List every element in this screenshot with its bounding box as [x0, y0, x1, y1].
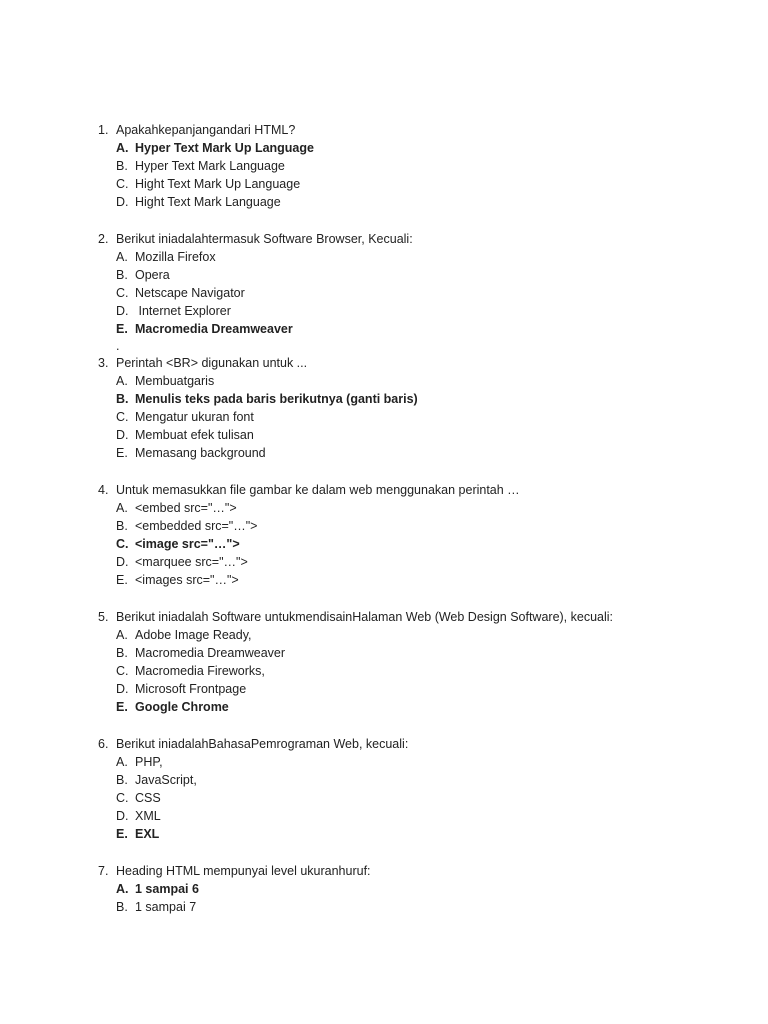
option-text: Hight Text Mark Up Language	[135, 177, 301, 191]
question-text: Berikut iniadalahBahasaPemrograman Web, kecuali:	[116, 737, 409, 751]
option-letter: E.	[116, 827, 128, 841]
option-list	[98, 499, 738, 589]
option	[116, 499, 738, 517]
option-text: Macromedia Dreamweaver	[135, 322, 293, 336]
option-text: Adobe Image Ready,	[135, 628, 252, 642]
question-number: 3.	[98, 356, 109, 370]
option-text: EXL	[135, 827, 160, 841]
option-correct	[116, 320, 738, 338]
option-list	[98, 753, 738, 843]
option-letter: A.	[116, 374, 128, 388]
option-letter: B.	[116, 159, 128, 173]
option-letter: D.	[116, 195, 129, 209]
question-1	[98, 121, 738, 230]
option-text: Macromedia Fireworks,	[135, 664, 265, 678]
option-letter: C.	[116, 286, 129, 300]
question-text: Perintah <BR> digunakan untuk ...	[116, 356, 308, 370]
option-letter: A.	[116, 628, 128, 642]
option-text: Netscape Navigator	[135, 286, 245, 300]
option-text: Microsoft Frontpage	[135, 682, 247, 696]
option-list	[98, 626, 738, 716]
option-text: <image src="…">	[135, 537, 240, 551]
option-letter: C.	[116, 537, 129, 551]
question-number: 6.	[98, 737, 109, 751]
question-text: Heading HTML mempunyai level ukuranhuruf:	[116, 864, 371, 878]
option-letter: B.	[116, 773, 128, 787]
option-letter: A.	[116, 882, 129, 896]
option	[116, 408, 738, 426]
question-number: 7.	[98, 864, 109, 878]
option	[116, 680, 738, 698]
option	[116, 644, 738, 662]
question-2	[98, 230, 738, 354]
option-text: <embed src="…">	[135, 501, 237, 515]
option	[116, 898, 738, 916]
option-text: <images src="…">	[135, 573, 239, 587]
option-text: XML	[135, 809, 161, 823]
option	[116, 771, 738, 789]
question-spacer	[98, 589, 738, 608]
option-text: Mozilla Firefox	[135, 250, 216, 264]
option-letter: A.	[116, 141, 129, 155]
option-text: Hyper Text Mark Language	[135, 159, 285, 173]
option	[116, 266, 738, 284]
option-letter: E.	[116, 446, 128, 460]
option-letter: A.	[116, 501, 128, 515]
question-line	[98, 735, 738, 753]
option-correct	[116, 139, 738, 157]
option-letter: C.	[116, 664, 129, 678]
option-list	[98, 248, 738, 338]
option	[116, 517, 738, 535]
option	[116, 426, 738, 444]
option-correct	[116, 880, 738, 898]
option-text: CSS	[135, 791, 161, 805]
option	[116, 157, 738, 175]
option	[116, 662, 738, 680]
option-letter: A.	[116, 755, 128, 769]
question-spacer	[98, 462, 738, 481]
option	[116, 302, 738, 320]
option-letter: E.	[116, 700, 128, 714]
option-letter: B.	[116, 900, 128, 914]
question-line	[98, 354, 738, 372]
quiz-list	[98, 121, 738, 916]
question-line	[98, 608, 738, 626]
option-text: 1 sampai 7	[135, 900, 197, 914]
option-letter: B.	[116, 519, 128, 533]
option-list	[98, 880, 738, 916]
option-list	[98, 139, 738, 211]
option-letter: B.	[116, 392, 129, 406]
option-letter: D.	[116, 809, 129, 823]
question-3	[98, 354, 738, 481]
option-text: JavaScript,	[135, 773, 197, 787]
option-text: Google Chrome	[135, 700, 229, 714]
option-letter: A.	[116, 250, 128, 264]
option-text: <embedded src="…">	[135, 519, 258, 533]
option-text: Macromedia Dreamweaver	[135, 646, 286, 660]
option-text: Internet Explorer	[135, 304, 231, 318]
option-letter: B.	[116, 646, 128, 660]
question-5	[98, 608, 738, 735]
question-line	[98, 121, 738, 139]
option-letter: C.	[116, 177, 129, 191]
option	[116, 626, 738, 644]
option	[116, 553, 738, 571]
trailing-mark: .	[116, 339, 120, 353]
option	[116, 807, 738, 825]
question-line	[98, 230, 738, 248]
option	[116, 571, 738, 589]
option-text: Membuat efek tulisan	[135, 428, 254, 442]
option	[116, 372, 738, 390]
question-spacer	[98, 211, 738, 230]
question-text: Untuk memasukkan file gambar ke dalam web menggunakan perintah …	[116, 483, 520, 497]
option-list	[98, 372, 738, 462]
question-7	[98, 862, 738, 916]
option	[116, 248, 738, 266]
option-correct	[116, 390, 738, 408]
option-text: Menulis teks pada baris berikutnya (ganti baris)	[135, 392, 418, 406]
question-text: Apakahkepanjangandari HTML?	[116, 123, 296, 137]
option	[116, 789, 738, 807]
option-correct	[116, 535, 738, 553]
option-text: Membuatgaris	[135, 374, 215, 388]
option-text: 1 sampai 6	[135, 882, 199, 896]
question-6	[98, 735, 738, 862]
question-spacer	[98, 843, 738, 862]
option-text: Memasang background	[135, 446, 266, 460]
option-letter: D.	[116, 428, 129, 442]
option-text: Hyper Text Mark Up Language	[135, 141, 314, 155]
option	[116, 753, 738, 771]
option	[116, 193, 738, 211]
question-4	[98, 481, 738, 608]
option-letter: B.	[116, 268, 128, 282]
question-number: 5.	[98, 610, 109, 624]
option-correct	[116, 698, 738, 716]
question-text: Berikut iniadalah Software untukmendisainHalaman Web (Web Design Software), kecuali:	[116, 610, 614, 624]
question-line	[98, 481, 738, 499]
option-letter: D.	[116, 304, 129, 318]
question-number: 1.	[98, 123, 109, 137]
option-letter: D.	[116, 555, 129, 569]
option-text: Mengatur ukuran font	[135, 410, 254, 424]
question-spacer	[98, 716, 738, 735]
option-letter: E.	[116, 322, 128, 336]
option-correct	[116, 825, 738, 843]
option-letter: D.	[116, 682, 129, 696]
option-letter: C.	[116, 410, 129, 424]
question-line	[98, 862, 738, 880]
option-letter: C.	[116, 791, 129, 805]
option-text: Opera	[135, 268, 170, 282]
question-number: 4.	[98, 483, 109, 497]
question-number: 2.	[98, 232, 109, 246]
option-text: <marquee src="…">	[135, 555, 248, 569]
option-text: Hight Text Mark Language	[135, 195, 281, 209]
question-text: Berikut iniadalahtermasuk Software Browser, Kecuali:	[116, 232, 413, 246]
option	[116, 284, 738, 302]
option	[116, 444, 738, 462]
option-text: PHP,	[135, 755, 163, 769]
option-letter: E.	[116, 573, 128, 587]
option	[116, 175, 738, 193]
